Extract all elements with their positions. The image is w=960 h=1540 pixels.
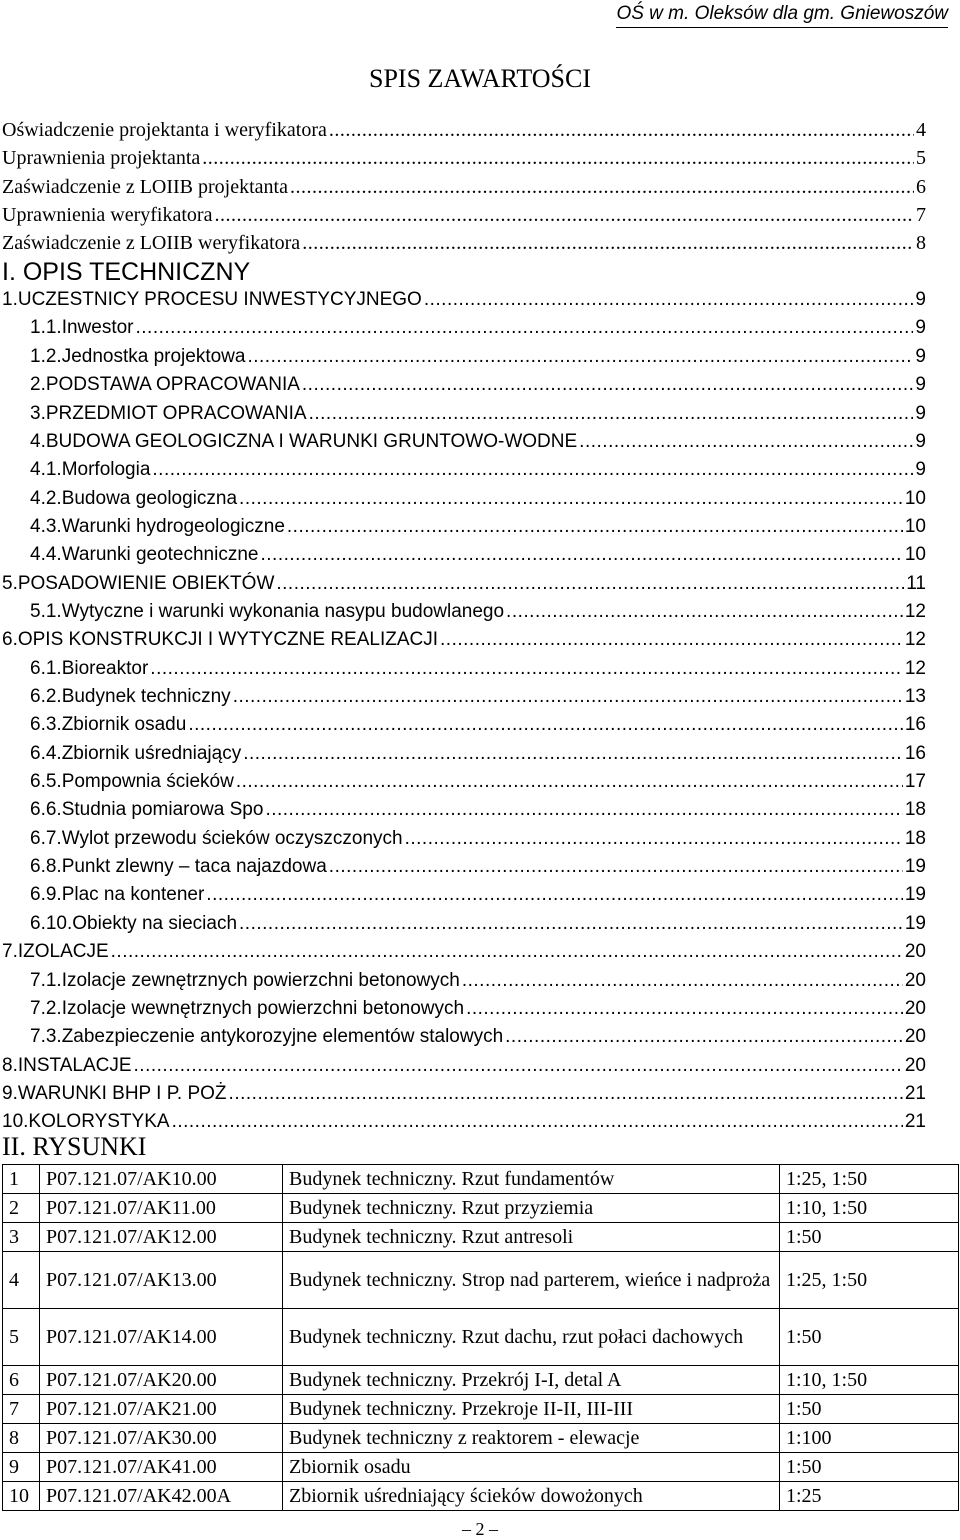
- toc-entry-title: 6.7.Wylot przewodu ścieków oczyszczonych: [30, 827, 403, 849]
- table-row: [3, 1309, 959, 1366]
- table-row: [3, 1453, 959, 1482]
- toc-page-number: 11: [906, 572, 926, 594]
- toc-entry-title: 7.1.Izolacje zewnętrznych powierzchni betonowych: [30, 969, 460, 991]
- drawing-code: P07.121.07/AK11.00: [40, 1194, 283, 1223]
- toc-entry-title: 6.8.Punkt zlewny – taca najazdowa: [30, 856, 327, 878]
- toc-entry: [2, 114, 926, 142]
- toc-entry: [30, 341, 926, 369]
- drawing-description: Budynek techniczny. Rzut antresoli: [283, 1223, 780, 1252]
- drawings-table: [2, 1164, 959, 1511]
- toc-page-number: 20: [904, 997, 926, 1019]
- toc-entry: [30, 483, 926, 511]
- table-row: [3, 1194, 959, 1223]
- toc-leader-dots: [152, 458, 913, 482]
- toc-page-number: 6: [916, 175, 926, 198]
- toc-leader-dots: [202, 146, 914, 170]
- toc-entry-title: Uprawnienia projektanta: [2, 147, 201, 170]
- toc-entry: [2, 171, 926, 199]
- toc-entry: [30, 766, 926, 794]
- drawing-scale: 1:50: [780, 1223, 959, 1252]
- drawing-description: Budynek techniczny. Przekroje II-II, III-III: [283, 1395, 780, 1424]
- toc-entry: [2, 227, 926, 255]
- toc-leader-dots: [329, 855, 903, 879]
- drawing-number: 3: [3, 1223, 40, 1252]
- drawing-scale: 1:100: [780, 1424, 959, 1453]
- toc-entry-title: Zaświadczenie z LOIIB projektanta: [2, 175, 288, 198]
- toc-entry: [30, 794, 926, 822]
- toc-entry-title: 6.4.Zbiornik uśredniający: [30, 742, 242, 764]
- toc-entry-title: 5.1.Wytyczne i warunki wykonania nasypu budowlanego: [30, 600, 505, 622]
- toc-page-number: 9: [915, 345, 926, 367]
- toc-leader-dots: [287, 515, 903, 539]
- toc-entry: [30, 539, 926, 567]
- toc-entry: [30, 965, 926, 993]
- toc-entry-title: 1.UCZESTNICY PROCESU INWESTYCYJNEGO: [2, 289, 422, 311]
- toc-entry-title: 1.1.Inwestor: [30, 317, 134, 339]
- drawing-description: Budynek techniczny. Przekrój I-I, detal A: [283, 1366, 780, 1395]
- toc-entry-title: 7.2.Izolacje wewnętrznych powierzchni betonowych: [30, 997, 465, 1019]
- toc-entry-title: 6.9.Plac na kontener: [30, 884, 205, 906]
- toc-entry: [30, 369, 926, 397]
- drawing-code: P07.121.07/AK21.00: [40, 1395, 283, 1424]
- toc-leader-dots: [302, 373, 914, 397]
- toc-page-number: 10: [904, 515, 926, 537]
- drawing-code: P07.121.07/AK41.00: [40, 1453, 283, 1482]
- toc-entry-title: 7.IZOLACJE: [2, 941, 109, 963]
- toc-page-number: 12: [904, 657, 926, 679]
- toc-page-number: 12: [904, 629, 926, 651]
- toc-leader-dots: [239, 912, 903, 936]
- toc-page-number: 20: [904, 969, 926, 991]
- toc-page-number: 13: [904, 686, 926, 707]
- drawing-code: P07.121.07/AK14.00: [40, 1309, 283, 1366]
- drawing-code: P07.121.07/AK30.00: [40, 1424, 283, 1453]
- toc-entry: [30, 823, 926, 851]
- toc-entry: [2, 284, 926, 312]
- toc-entry-title: 6.5.Pompownia ścieków: [30, 771, 234, 793]
- drawing-scale: 1:25, 1:50: [780, 1252, 959, 1309]
- toc-entry-title: 4.3.Warunki hydrogeologiczne: [30, 515, 285, 537]
- toc-entry: [30, 653, 926, 681]
- toc-entry-title: I. OPIS TECHNICZNY: [2, 257, 251, 286]
- toc-page-number: 9: [915, 374, 926, 396]
- toc-leader-dots: [424, 288, 914, 312]
- toc-page-number: 7: [916, 204, 926, 227]
- toc-leader-dots: [260, 543, 902, 567]
- drawing-number: 1: [3, 1165, 40, 1194]
- toc-leader-dots: [229, 1082, 903, 1106]
- drawing-scale: 1:25: [780, 1482, 959, 1511]
- toc-page-number: 9: [915, 317, 926, 339]
- toc-page-number: 21: [904, 1111, 926, 1133]
- drawing-scale: 1:10, 1:50: [780, 1194, 959, 1223]
- toc-leader-dots: [302, 231, 914, 255]
- toc-page-number: 9: [915, 402, 926, 424]
- toc-leader-dots: [233, 685, 903, 709]
- drawing-description: Budynek techniczny. Rzut fundamentów: [283, 1165, 780, 1194]
- toc-page-number: 10: [904, 544, 926, 566]
- toc-entry-title: 7.3.Zabezpieczenie antykorozyjne elementów stalowych: [30, 1026, 504, 1048]
- toc-entry-title: 6.3.Zbiornik osadu: [30, 714, 187, 736]
- drawing-description: Budynek techniczny. Rzut dachu, rzut połaci dachowych: [283, 1309, 780, 1366]
- toc-leader-dots: [134, 1054, 903, 1078]
- toc-page-number: 4: [916, 119, 926, 141]
- section-drawings-heading: II. RYSUNKI: [2, 1132, 147, 1161]
- toc-page-number: 18: [904, 799, 926, 821]
- table-row: [3, 1482, 959, 1511]
- toc-leader-dots: [247, 345, 913, 369]
- toc-entry-title: 2.PODSTAWA OPRACOWANIA: [30, 374, 300, 396]
- table-row: [3, 1366, 959, 1395]
- toc-leader-dots: [290, 175, 914, 199]
- toc-entry: [2, 936, 926, 964]
- toc-page-number: 8: [916, 232, 926, 255]
- drawing-description: Budynek techniczny. Rzut przyziemia: [283, 1194, 780, 1223]
- drawing-number: 7: [3, 1395, 40, 1424]
- toc-entry: [30, 879, 926, 907]
- toc-title: SPIS ZAWARTOŚCI: [369, 64, 591, 93]
- toc-entry: [2, 199, 926, 227]
- toc-page-number: 21: [904, 1082, 926, 1104]
- drawing-number: 9: [3, 1453, 40, 1482]
- toc-entry-title: Uprawnienia weryfikatora: [2, 204, 213, 227]
- toc-page-number: 19: [904, 884, 926, 906]
- toc-entry: [2, 1078, 926, 1106]
- drawing-scale: 1:10, 1:50: [780, 1366, 959, 1395]
- toc-leader-dots: [462, 969, 903, 993]
- toc-entry: [2, 1106, 926, 1134]
- toc-entry: [30, 454, 926, 482]
- toc-entry: [30, 596, 926, 624]
- toc-leader-dots: [440, 628, 903, 652]
- drawing-code: P07.121.07/AK20.00: [40, 1366, 283, 1395]
- toc-entry: [2, 568, 926, 596]
- toc-page-number: 20: [904, 1026, 926, 1048]
- toc-leader-dots: [150, 657, 903, 681]
- page-number: – 2 –: [462, 1519, 498, 1539]
- drawing-number: 10: [3, 1482, 40, 1511]
- toc-page-number: 20: [904, 1054, 926, 1076]
- toc-entry-title: 5.POSADOWIENIE OBIEKTÓW: [2, 572, 275, 594]
- document-header: OŚ w m. Oleksów dla gm. Gniewoszów: [616, 2, 948, 28]
- toc-entry: [30, 312, 926, 340]
- toc-entry: [30, 908, 926, 936]
- drawing-code: P07.121.07/AK42.00A: [40, 1482, 283, 1511]
- drawing-number: 5: [3, 1309, 40, 1366]
- toc-leader-dots: [466, 997, 903, 1021]
- toc-entry-title: 4.2.Budowa geologiczna: [30, 487, 238, 509]
- toc-entry-title: 6.2.Budynek techniczny: [30, 686, 231, 707]
- toc-entry: [2, 624, 926, 652]
- toc-page-number: 9: [915, 430, 926, 452]
- toc-leader-dots: [111, 940, 903, 964]
- toc-leader-dots: [265, 798, 902, 822]
- toc-page-number: 5: [916, 147, 926, 170]
- toc-entry: [30, 738, 926, 766]
- toc-page-number: 16: [904, 742, 926, 764]
- toc-entry: [2, 256, 926, 284]
- table-row: [3, 1223, 959, 1252]
- toc-entry-title: Zaświadczenie z LOIIB weryfikatora: [2, 232, 301, 255]
- toc-entry-title: Oświadczenie projektanta i weryfikatora: [2, 119, 327, 141]
- toc-page-number: 9: [915, 459, 926, 481]
- toc-leader-dots: [505, 1025, 903, 1049]
- toc-entry-title: 3.PRZEDMIOT OPRACOWANIA: [30, 402, 307, 424]
- drawing-code: P07.121.07/AK10.00: [40, 1165, 283, 1194]
- toc-leader-dots: [206, 883, 903, 907]
- drawing-code: P07.121.07/AK13.00: [40, 1252, 283, 1309]
- table-row: [3, 1424, 959, 1453]
- drawing-description: Budynek techniczny. Strop nad parterem, wieńce i nadproża: [283, 1252, 780, 1309]
- toc-entry-title: 4.BUDOWA GEOLOGICZNA I WARUNKI GRUNTOWO-WODNE: [30, 430, 578, 452]
- toc-leader-dots: [329, 118, 914, 142]
- toc-leader-dots: [309, 402, 914, 426]
- toc-entry: [2, 1050, 926, 1078]
- toc-entry: [30, 851, 926, 879]
- drawing-scale: 1:50: [780, 1453, 959, 1482]
- toc-page-number: 17: [904, 771, 926, 793]
- toc-leader-dots: [188, 713, 903, 737]
- toc-entry: [30, 709, 926, 737]
- drawing-scale: 1:50: [780, 1309, 959, 1366]
- toc-page-number: 19: [904, 912, 926, 934]
- toc-leader-dots: [276, 572, 904, 596]
- drawing-description: Zbiornik uśredniający ścieków dowożonych: [283, 1482, 780, 1511]
- drawing-number: 8: [3, 1424, 40, 1453]
- toc-leader-dots: [214, 203, 914, 227]
- toc-entry-title: 1.2.Jednostka projektowa: [30, 345, 246, 367]
- drawing-scale: 1:50: [780, 1395, 959, 1424]
- toc-page-number: 18: [904, 827, 926, 849]
- drawing-number: 4: [3, 1252, 40, 1309]
- toc-entry-title: 6.1.Bioreaktor: [30, 657, 149, 679]
- toc-leader-dots: [136, 316, 914, 340]
- toc-page-number: 16: [904, 714, 926, 736]
- toc-entry: [30, 993, 926, 1021]
- toc-entry: [30, 426, 926, 454]
- toc-leader-dots: [239, 487, 903, 511]
- toc-entry: [30, 398, 926, 426]
- toc-entry: [30, 511, 926, 539]
- table-row: [3, 1395, 959, 1424]
- toc-entry-title: 4.1.Morfologia: [30, 459, 151, 481]
- toc-leader-dots: [579, 430, 913, 454]
- toc-entry-title: 9.WARUNKI BHP I P. POŻ: [2, 1082, 227, 1104]
- toc-page-number: 10: [904, 487, 926, 509]
- toc-leader-dots: [236, 770, 903, 794]
- toc-entry-title: 6.6.Studnia pomiarowa Spo: [30, 799, 264, 821]
- toc-entry: [2, 142, 926, 170]
- table-row: [3, 1252, 959, 1309]
- toc-leader-dots: [405, 827, 903, 851]
- toc-leader-dots: [243, 742, 903, 766]
- drawing-number: 2: [3, 1194, 40, 1223]
- toc-entry: [30, 1021, 926, 1049]
- drawing-code: P07.121.07/AK12.00: [40, 1223, 283, 1252]
- toc-entry-title: 6.10.Obiekty na sieciach: [30, 912, 238, 934]
- toc-page-number: 12: [904, 600, 926, 622]
- toc-entry: [30, 681, 926, 709]
- toc-page-number: 9: [915, 289, 926, 311]
- toc-entry-title: 10.KOLORYSTYKA: [2, 1111, 170, 1133]
- drawing-number: 6: [3, 1366, 40, 1395]
- table-row: [3, 1165, 959, 1194]
- drawing-scale: 1:25, 1:50: [780, 1165, 959, 1194]
- toc-leader-dots: [172, 1110, 903, 1134]
- toc-entry-title: 4.4.Warunki geotechniczne: [30, 544, 259, 566]
- toc-leader-dots: [506, 600, 903, 624]
- toc-page-number: 19: [904, 856, 926, 878]
- toc-entry-title: 6.OPIS KONSTRUKCJI I WYTYCZNE REALIZACJI: [2, 629, 439, 651]
- toc-entry-title: 8.INSTALACJE: [2, 1054, 132, 1076]
- drawing-description: Zbiornik osadu: [283, 1453, 780, 1482]
- toc-page-number: 20: [904, 941, 926, 963]
- drawing-description: Budynek techniczny z reaktorem - elewacje: [283, 1424, 780, 1453]
